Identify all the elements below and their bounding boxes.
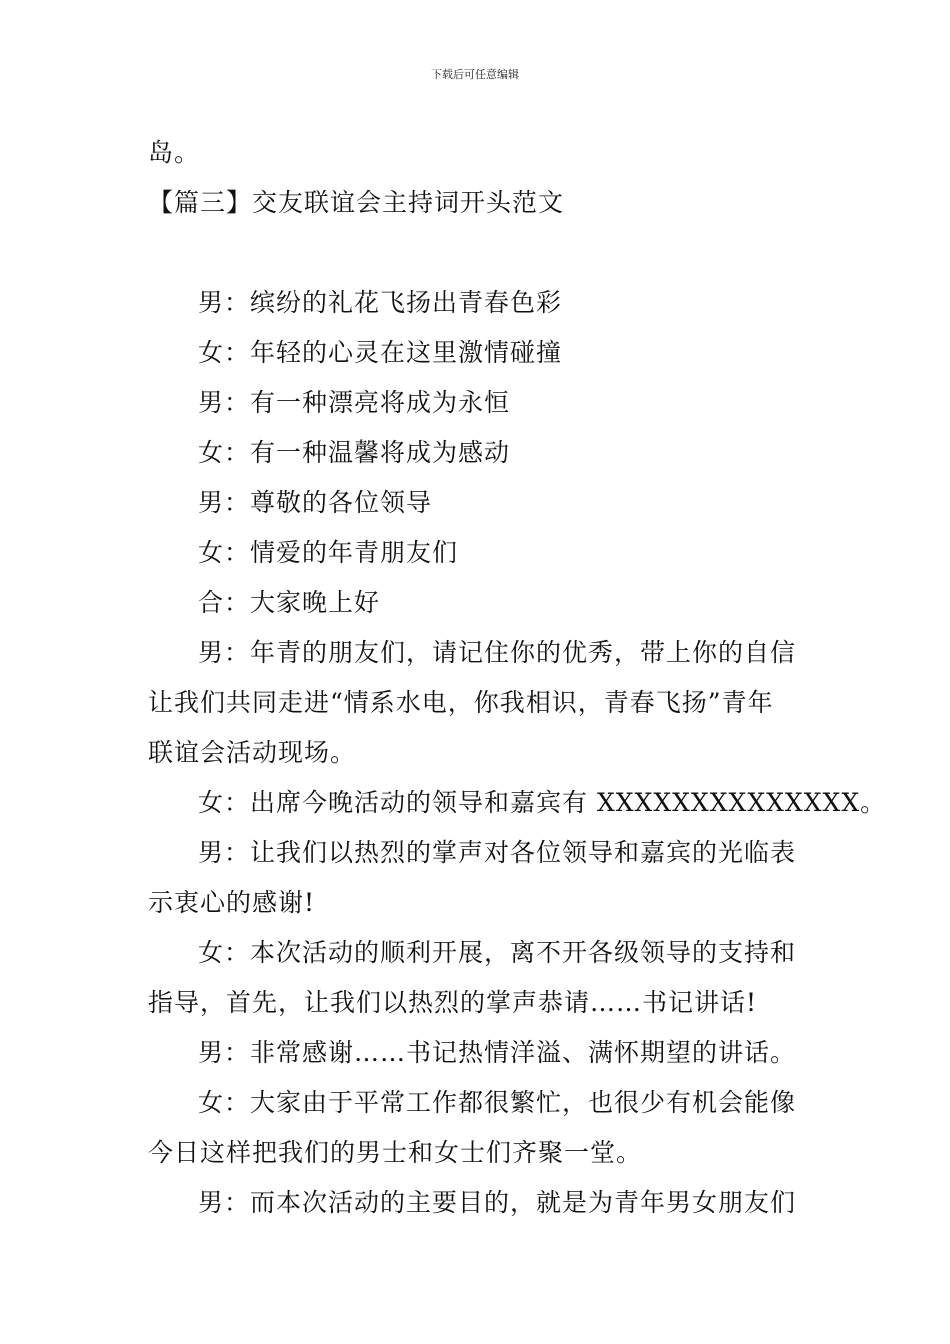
paragraph-line: 女：年轻的心灵在这里激情碰撞 [198, 338, 563, 367]
paragraph-line: 男：缤纷的礼花飞扬出青春色彩 [198, 288, 563, 317]
blank-line [148, 228, 808, 278]
paragraph-continuation: 让我们共同走进“情系水电，你我相识，青春飞扬”青年 [148, 688, 774, 717]
document-body [148, 128, 887, 1228]
paragraph-line: 男：年青的朋友们，请记住你的优秀，带上你的自信 [198, 638, 797, 667]
paragraph-line: 合：大家晚上好 [198, 588, 381, 617]
paragraph-line: 男：有一种漂亮将成为永恒 [198, 388, 511, 417]
paragraph-continuation: 示衷心的感谢! [148, 888, 316, 917]
paragraph-line: 男：尊敬的各位领导 [198, 488, 433, 517]
paragraph-continuation: 指导，首先，让我们以热烈的掌声恭请……书记讲话! [148, 988, 758, 1017]
paragraph-continuation: 联谊会活动现场。 [148, 738, 357, 767]
paragraph-line: 男：非常感谢……书记热情洋溢、满怀期望的讲话。 [198, 1038, 797, 1067]
paragraph-line: 男：让我们以热烈的掌声对各位领导和嘉宾的光临表 [198, 838, 797, 867]
paragraph-line: 女：情爱的年青朋友们 [198, 538, 459, 567]
section-heading: 【篇三】交友联谊会主持词开头范文 [148, 188, 565, 217]
paragraph-line: 男：而本次活动的主要目的，就是为青年男女朋友们 [198, 1188, 797, 1217]
page-header: 下载后可任意编辑 [431, 68, 519, 81]
paragraph-line: 女：本次活动的顺利开展，离不开各级领导的支持和 [198, 938, 797, 967]
text-line: 岛。 [148, 138, 201, 167]
paragraph-line: 女：有一种温馨将成为感动 [198, 438, 511, 467]
paragraph-line: 女：出席今晚活动的领导和嘉宾有 XXXXXXXXXXXXXX。 [198, 788, 887, 817]
paragraph-line: 女：大家由于平常工作都很繁忙，也很少有机会能像 [198, 1088, 797, 1117]
paragraph-continuation: 今日这样把我们的男士和女士们齐聚一堂。 [148, 1138, 643, 1167]
